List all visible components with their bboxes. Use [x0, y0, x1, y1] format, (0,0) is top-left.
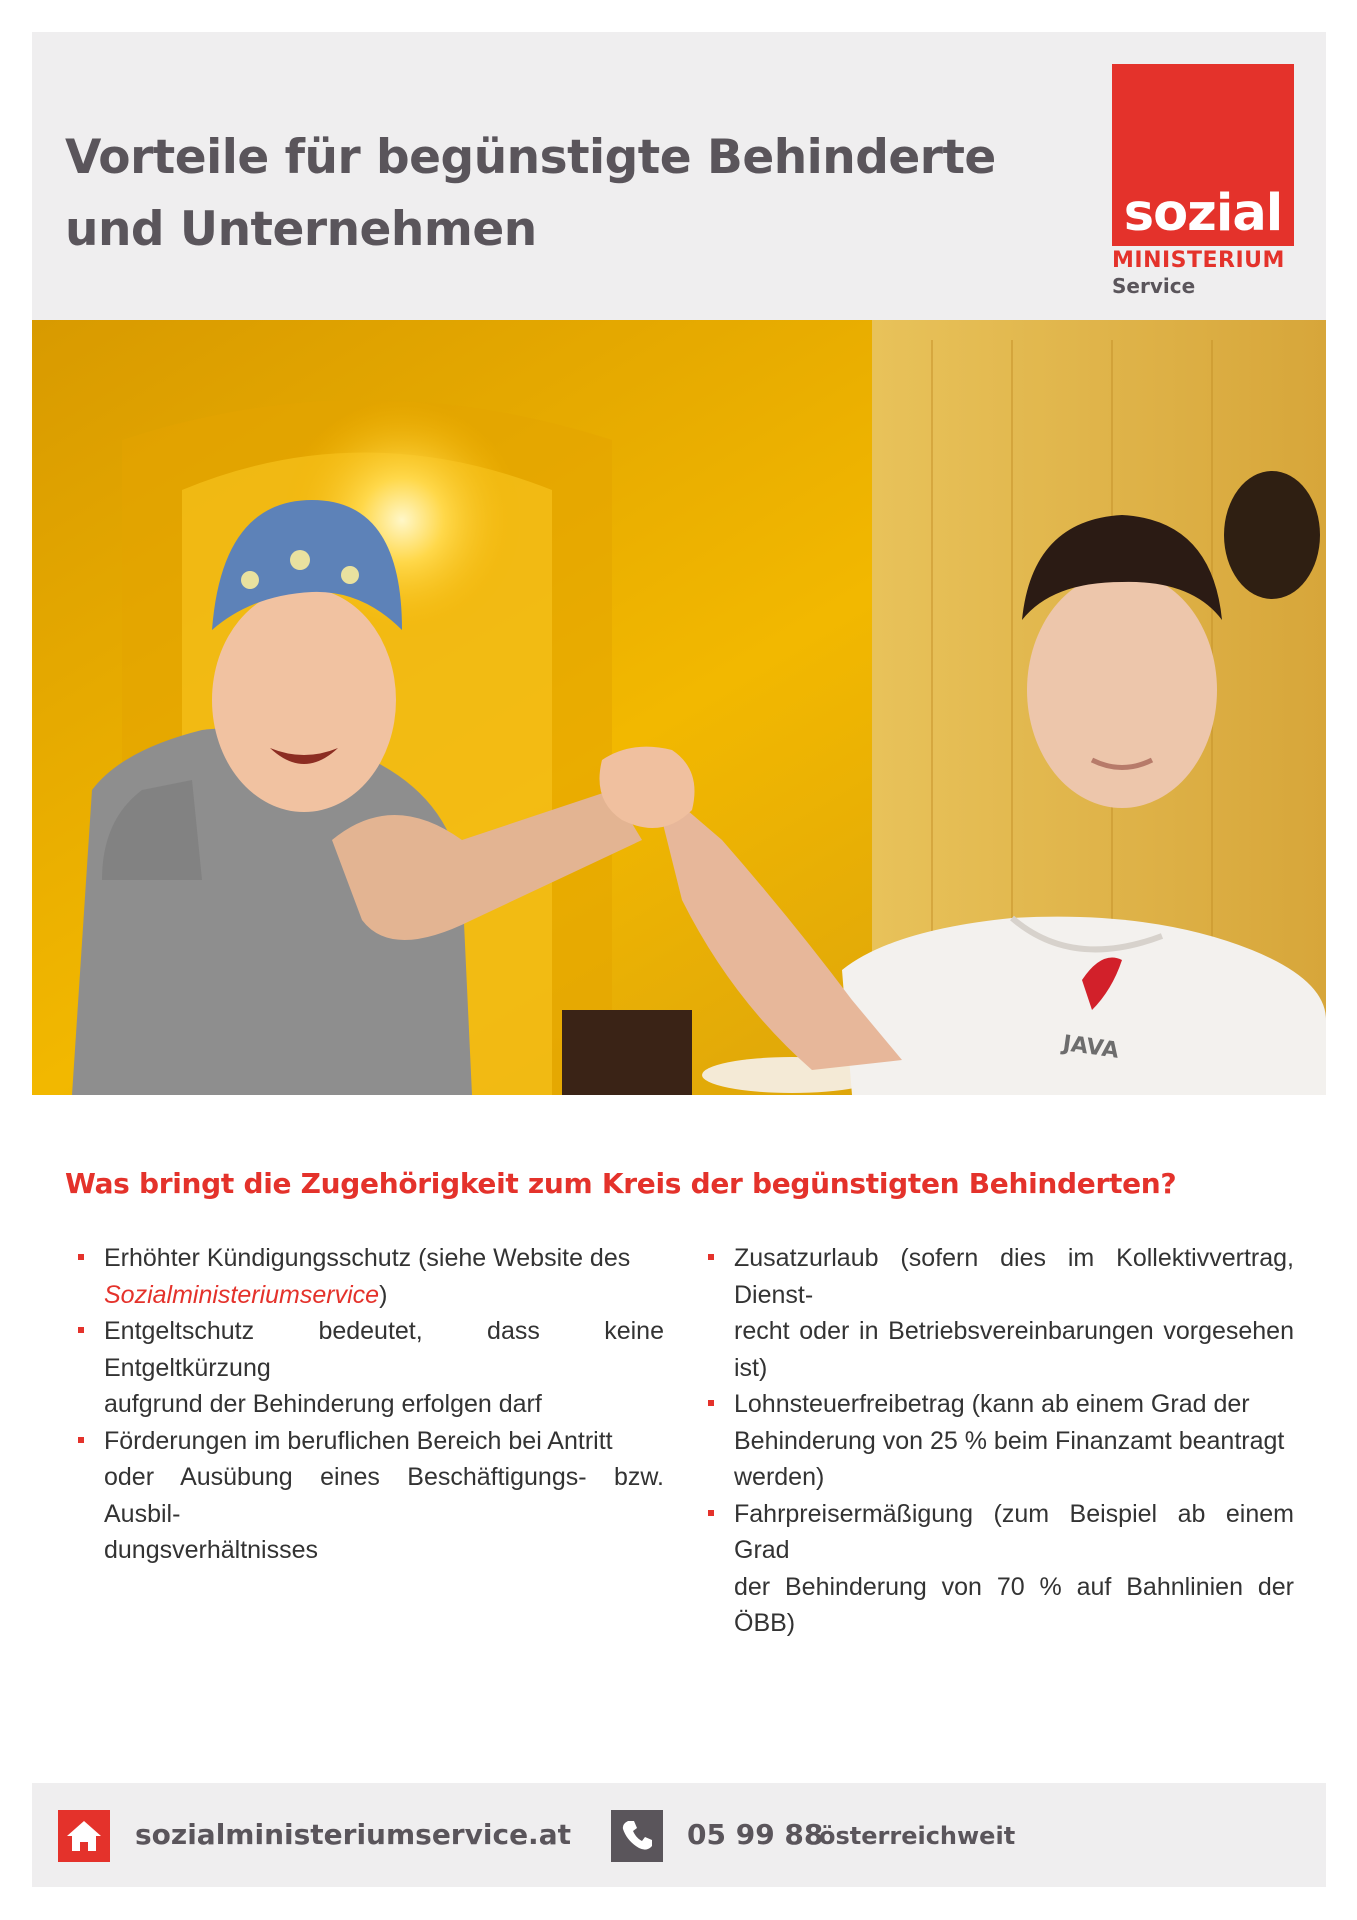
bullet-icon — [708, 1254, 714, 1260]
page-title-line2: und Unternehmen — [65, 202, 537, 257]
bullet-icon — [78, 1327, 84, 1333]
list-item-line: werden) — [734, 1463, 825, 1491]
page-title — [65, 122, 996, 266]
footer-bar — [32, 1783, 1326, 1887]
section-heading: Was bringt die Zugehörigkeit zum Kreis der begünstigten Behinderten? — [65, 1167, 1177, 1200]
sozialministeriumservice-link[interactable]: Sozialministeriumservice — [104, 1280, 380, 1309]
list-item-line: aufgrund der Behinderung erfolgen darf — [104, 1390, 542, 1418]
list-item-line: dungsverhältnisses — [104, 1536, 319, 1564]
logo-line2: Service — [1112, 274, 1196, 298]
home-icon[interactable] — [58, 1810, 110, 1862]
page-title-line1: Vorteile für begünstigte Behinderte — [65, 130, 996, 185]
benefits-list-left — [104, 1240, 664, 1569]
list-item-line: oder Ausübung eines Beschäftigungs- bzw. Ausbil- — [104, 1463, 664, 1528]
list-item — [734, 1496, 1294, 1642]
phone-icon[interactable] — [611, 1810, 663, 1862]
handshake-photo — [32, 320, 1326, 1095]
list-item-line: Zusatzurlaub (sofern dies im Kollektivvertrag, Dienst- — [734, 1244, 1294, 1309]
list-item — [734, 1240, 1294, 1386]
list-item — [104, 1313, 664, 1423]
website-link[interactable]: sozialministeriumservice.at — [135, 1818, 571, 1851]
bullet-icon — [708, 1400, 714, 1406]
list-item-line: Behinderung von 25 % beim Finanzamt beantragt — [734, 1426, 1285, 1455]
list-item-line: Erhöhter Kündigungsschutz (siehe Website des — [104, 1244, 631, 1272]
bullet-icon — [78, 1254, 84, 1260]
logo-word: sozial — [1123, 184, 1283, 243]
phone-number[interactable]: 05 99 88 — [687, 1818, 824, 1851]
list-item-line: der Behinderung von 70 % auf Bahnlinien der ÖBB) — [734, 1572, 1294, 1637]
bullet-icon — [78, 1437, 84, 1443]
list-item-line: Lohnsteuerfreibetrag (kann ab einem Grad der — [734, 1390, 1250, 1418]
bullet-icon — [708, 1510, 714, 1516]
shirt-print-text: JAVA — [1061, 1031, 1121, 1064]
phone-icon-glyph — [611, 1810, 663, 1862]
list-item-line: Fahrpreisermäßigung (zum Beispiel ab einem Grad — [734, 1499, 1294, 1564]
logo-line1: MINISTERIUM — [1112, 248, 1285, 273]
list-item-line: Entgeltschutz bedeutet, dass keine Entgeltkürzung — [104, 1317, 664, 1382]
phone-note: österreichweit — [819, 1822, 1016, 1850]
list-item — [104, 1240, 664, 1313]
benefits-list-right — [734, 1240, 1294, 1642]
list-item-line — [104, 1277, 664, 1314]
list-item-line-end: ) — [379, 1280, 388, 1309]
handshake-photo-illustration — [32, 320, 1326, 1095]
list-item — [734, 1386, 1294, 1496]
list-item-line: Förderungen im beruflichen Bereich bei Antritt — [104, 1426, 613, 1455]
sozialministeriumservice-logo — [1112, 64, 1294, 300]
list-item — [104, 1423, 664, 1569]
list-item-line: recht oder in Betriebsvereinbarungen vorgesehen ist) — [734, 1317, 1294, 1382]
header-panel — [32, 32, 1326, 320]
home-icon-glyph — [58, 1810, 110, 1862]
